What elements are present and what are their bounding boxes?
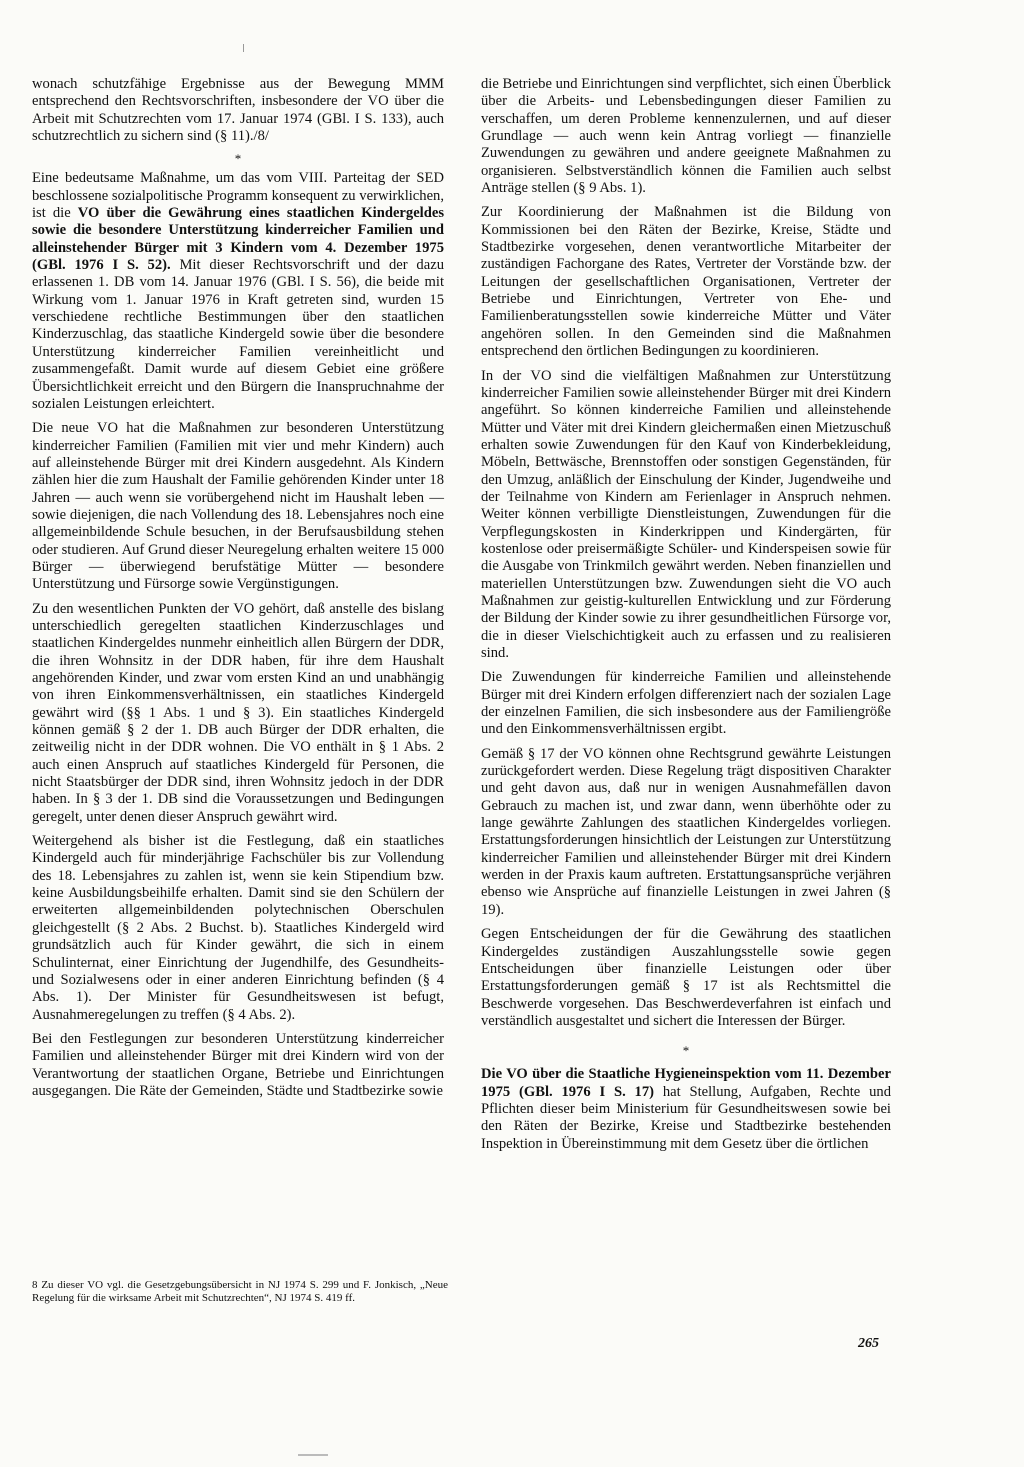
paragraph: Die neue VO hat die Maßnahmen zur besonderen Unterstützung kinderreicher Familien (Familien mit vier und mehr Kindern) auch auf alleinstehende Bürger mit drei Kindern ausgedehnt. Als Kindern zählen hier die zum Haushalt der Familie gehörenden Kinder unter 18 Jahren — auch wenn sie vorübergehend nicht im Haushalt leben — sowie diejenigen, die nach Vollendung des 18. Lebensjahres noch eine allgemeinbildende Schule besuchen, in der Berufsausbildung stehen oder studieren. Auf Grund dieser Neuregelung erhalten weitere 15 000 Bürger — überwiegend berufstätige Mütter — besondere Unterstützung und Fürsorge sowie Vergünstigungen. xyxy=(32,420,444,593)
paragraph: Weitergehend als bisher ist die Festlegung, daß ein staatliches Kindergeld auch für minderjährige Fachschüler bis zur Vollendung des 18. Lebensjahres zu zahlen ist, wenn sie kein Stipendium bzw. keine Ausbildungsbeihilfe erhalten. Damit sind sie den Schülern der erweiterten allgemeinbildenden polytechnischen Oberschulen gleichgestellt (§ 2 Abs. 2 Buchst. b). Staatliches Kindergeld wird grundsätzlich auch für Kinder gewährt, die sich in einem Schulinternat, einer Einrichtung der Jugendhilfe, des Gesundheits- und Sozialwesens oder in einer anderen Einrichtung befinden (§ 4 Abs. 1). Der Minister für Gesundheitswesen ist befugt, Ausnahmeregelungen zu treffen (§ 4 Abs. 2). xyxy=(32,833,444,1023)
paragraph: wonach schutzfähige Ergebnisse aus der Bewegung MMM entsprechend den Rechtsvorschriften, insbesondere der VO über die Arbeit mit Schutzrechten vom 17. Januar 1974 (GBl. I S. 133), auch schutzrechtlich zu sichern sind (§ 11)./8/ xyxy=(32,76,444,145)
section-separator: * xyxy=(682,1043,690,1059)
paragraph: In der VO sind die vielfältigen Maßnahmen zur Unterstützung kinderreicher Familien sowie alleinstehender Bürger mit drei Kindern angeführt. So können kinderreiche Familien und alleinstehende Mütter und Väter mit drei Kindern gleichermaßen einen Mietzuschuß erhalten sowie Zuwendungen für den Kauf von Kinderbekleidung, Möbeln, Bettwäsche, Brennstoffen oder sonstigen Gegenständen, für den Umzug, anläßlich der Einschulung der Kinder, Jugendweihe und der Teilnahme von Kindern am Ferienlager in Anspruch nehmen. Weiter können verbilligte Dienstleistungen, Zuwendungen für die Verpflegungskosten in Kinderkrippen und Kindergärten, für kostenlose oder preisermäßigte Schüler- und Kinderspeisen sowie für die Ausgabe von Trinkmilch gewährt werden. Neben finanziellen und materiellen Unterstützungen bzw. Zuwendungen sieht die VO auch Maßnahmen zur geistig-kulturellen Entwicklung und zur Förderung der Bildung der Kinder sowie zu ihrer gesundheitlichen Fürsorge vor, die in dieser Vielschichtigkeit auch zu erfassen und zu realisieren sind. xyxy=(481,367,891,661)
scan-speck xyxy=(243,44,244,52)
regulation-title: VO über die Gewährung eines staatlichen Kindergeldes sowie die besondere Unterstützung kinderreicher Familien und alleinstehender Bürger mit 3 Kindern vom 4. Dezember 1975 (GBl. 1976 I S. 52). xyxy=(32,205,444,274)
paragraph-text: Mit dieser Rechtsvorschrift und der dazu erlassenen 1. DB vom 14. Januar 1976 (GBl. I S. 56), die beide mit Wirkung vom 1. Januar 1976 in Kraft getreten sind, wurden 15 verschiedene rechtliche Bestimmungen über den staatlichen Kinderzuschlag, das staatliche Kindergeld sowie über die besondere Unterstützung kinderreicher Familien vereinheitlicht und zusammengefaßt. Damit wurde auf diesem Gebiet eine größere Übersichtlichkeit erreicht und den Bürgern die Inanspruchnahme der sozialen Leistungen erleichtert. xyxy=(32,257,444,412)
paragraph: Gemäß § 17 der VO können ohne Rechtsgrund gewährte Leistungen zurückgefordert werden. Diese Regelung trägt dispositiven Charakter und geht davon aus, daß nur in wenigen Ausnahmefällen davon Gebrauch zu machen ist, und zwar dann, wenn überhöhte oder zu lange gewährte Zahlungen des staatlichen Kindergeldes vorliegen. Erstattungsforderungen hinsichtlich der Leistungen zur Unterstützung kinderreicher Familien und alleinstehender Bürger mit drei Kindern werden in der Praxis kaum auftreten. Erstattungsansprüche verjähren ebenso wie Ansprüche auf finanzielle Leistungen in zwei Jahren (§ 19). xyxy=(481,745,891,918)
regulation-title: Die VO über die Staatliche Hygieneinspektion vom 11. Dezember 1975 (GBl. 1976 I S. 17) xyxy=(481,1066,891,1100)
right-column xyxy=(481,76,891,1160)
paragraph: Zu den wesentlichen Punkten der VO gehört, daß anstelle des bislang unterschiedlich geregelten staatlichen Kinderzuschlages und staatlichen Kindergeldes nunmehr einheitlich allen Bürgern der DDR, die ihren Wohnsitz in der DDR haben, für ihre dem Haushalt angehörenden Kinder, und zwar vom ersten Kind an und unabhängig von ihren Einkommensverhältnissen, ein staatliches Kindergeld gewährt wird (§§ 1 Abs. 1 und § 3). Ein staatliches Kindergeld können gemäß § 2 der 1. DB auch Bürger der DDR erhalten, die zeitweilig nicht in der DDR wohnen. Die VO enthält in § 1 Abs. 2 auch einen Anspruch auf staatliches Kindergeld für Personen, die nicht Staatsbürger der DDR sind, ihren Wohnsitz jedoch in der DDR haben. In § 3 der 1. DB sind die Voraussetzungen und Bedingungen geregelt, unter denen dieser Anspruch gewährt wird. xyxy=(32,600,444,825)
paragraph: Zur Koordinierung der Maßnahmen ist die Bildung von Kommissionen bei den Räten der Bezirke, Kreise, Städte und Stadtbezirke vorgesehen, denen verantwortliche Mitarbeiter der zuständigen Fachorgane des Rates, Vertreter der Vorstände bzw. der Leitungen der gesellschaftlichen Organisationen, Vertreter der Betriebe und Einrichtungen, Vertreter von Ehe- und Familienberatungsstellen sowie kinderreiche Mütter und Väter angehören sollen. In den Gemeinden sind die Maßnahmen entsprechend den örtlichen Bedingungen zu koordinieren. xyxy=(481,204,891,360)
footnote: 8 Zu dieser VO vgl. die Gesetzgebungsübersicht in NJ 1974 S. 299 und F. Jonkisch, „Neue Regelung für die wirksame Arbeit mit Schutzrechten“, NJ 1974 S. 419 ff. xyxy=(32,1279,448,1304)
paragraph xyxy=(481,1066,891,1153)
section-separator: * xyxy=(234,151,242,167)
paragraph: die Betriebe und Einrichtungen sind verpflichtet, sich einen Überblick über die Arbeits- und Lebensbedingungen dieser Familien zu verschaffen, um deren Probleme kennenzulernen, und auf dieser Grundlage — auch wenn kein Antrag vorliegt — finanzielle Zuwendungen zu gewähren und andere geeignete Maßnahmen zu organisieren. Selbstverständlich können die Familien auch selbst Anträge stellen (§ 9 Abs. 1). xyxy=(481,76,891,197)
page-number: 265 xyxy=(858,1336,879,1351)
paragraph: Gegen Entscheidungen der für die Gewährung des staatlichen Kindergeldes zuständigen Auszahlungsstelle sowie gegen Entscheidungen über finanzielle Leistungen oder über Erstattungsforderungen gemäß § 17 ist als Rechtsmittel die Beschwerde vorgesehen. Das Beschwerdeverfahren ist einfach und verständlich ausgestaltet und sichert die Interessen der Bürger. xyxy=(481,926,891,1029)
scan-speck xyxy=(298,1454,328,1456)
paragraph: Bei den Festlegungen zur besonderen Unterstützung kinderreicher Familien und alleinstehender Bürger mit drei Kindern wird von der Verantwortung der staatlichen Organe, Betriebe und Einrichtungen ausgegangen. Die Räte der Gemeinden, Städte und Stadtbezirke sowie xyxy=(32,1030,444,1099)
left-column xyxy=(32,76,444,1107)
paragraph: Die Zuwendungen für kinderreiche Familien und alleinstehende Bürger mit drei Kindern erfolgen differenziert nach der sozialen Lage der einzelnen Familien, die sich insbesondere aus der Familiengröße und den Einkommensverhältnissen ergibt. xyxy=(481,669,891,738)
paragraph xyxy=(32,170,444,413)
paragraph-text: hat Stellung, Aufgaben, Rechte und Pflichten dieser beim Ministerium für Gesundheitswesen sowie bei den Räten der Bezirke, Kreise und Stadtbezirke bestehenden Inspektion in Übereinstimmung mit dem Gesetz über die örtlichen xyxy=(481,1083,891,1152)
paragraph-text: Eine bedeutsame Maßnahme, um das vom VIII. Parteitag der SED beschlossene sozialpolitische Programm konsequent zu verwirklichen, ist die xyxy=(32,170,444,222)
